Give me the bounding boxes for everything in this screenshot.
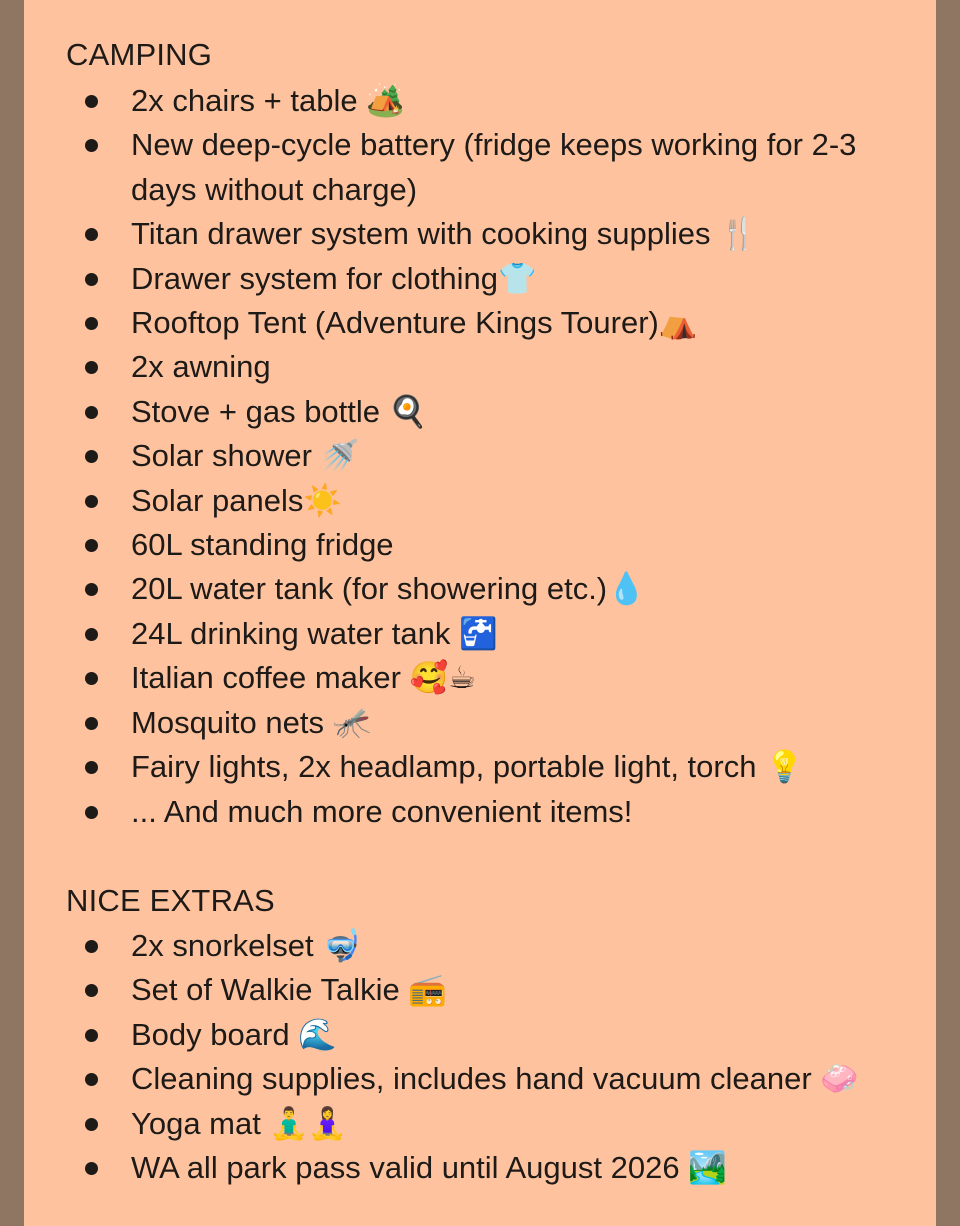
list-item: New deep-cycle battery (fridge keeps working for 2-3 days without charge) (24, 123, 859, 212)
section-title-camping: CAMPING (66, 37, 213, 72)
list-item: 2x chairs + table 🏕️ (24, 79, 904, 123)
list-item: Fairy lights, 2x headlamp, portable light, torch 💡 (24, 745, 904, 789)
list-item: Stove + gas bottle 🍳 (24, 390, 904, 434)
list-item: WA all park pass valid until August 2026 🏞️ (24, 1146, 904, 1190)
section-title-extras: NICE EXTRAS (66, 883, 275, 918)
list-item: Drawer system for clothing👕 (24, 257, 904, 301)
list-item: Mosquito nets 🦟 (24, 701, 904, 745)
list-item: 60L standing fridge (24, 523, 904, 567)
list-item: Body board 🌊 (24, 1013, 904, 1057)
list-item: Yoga mat 🧘‍♂️🧘‍♀️ (24, 1102, 904, 1146)
extras-list (24, 924, 904, 1190)
list-item: 2x awning (24, 345, 904, 389)
list-item: 20L water tank (for showering etc.)💧 (24, 567, 904, 611)
note-page (24, 0, 936, 1226)
list-item: Rooftop Tent (Adventure Kings Tourer)⛺ (24, 301, 904, 345)
list-item: 2x snorkelset 🤿 (24, 924, 904, 968)
list-item: Set of Walkie Talkie 📻 (24, 968, 904, 1012)
list-item: Italian coffee maker 🥰☕ (24, 656, 904, 700)
list-item: ... And much more convenient items! (24, 790, 904, 834)
list-item: Cleaning supplies, includes hand vacuum cleaner 🧼 (24, 1057, 904, 1101)
camping-list (24, 79, 904, 834)
list-item: Solar shower 🚿 (24, 434, 904, 478)
list-item: Titan drawer system with cooking supplies 🍴 (24, 212, 904, 256)
list-item: 24L drinking water tank 🚰 (24, 612, 904, 656)
list-item: Solar panels☀️ (24, 479, 904, 523)
